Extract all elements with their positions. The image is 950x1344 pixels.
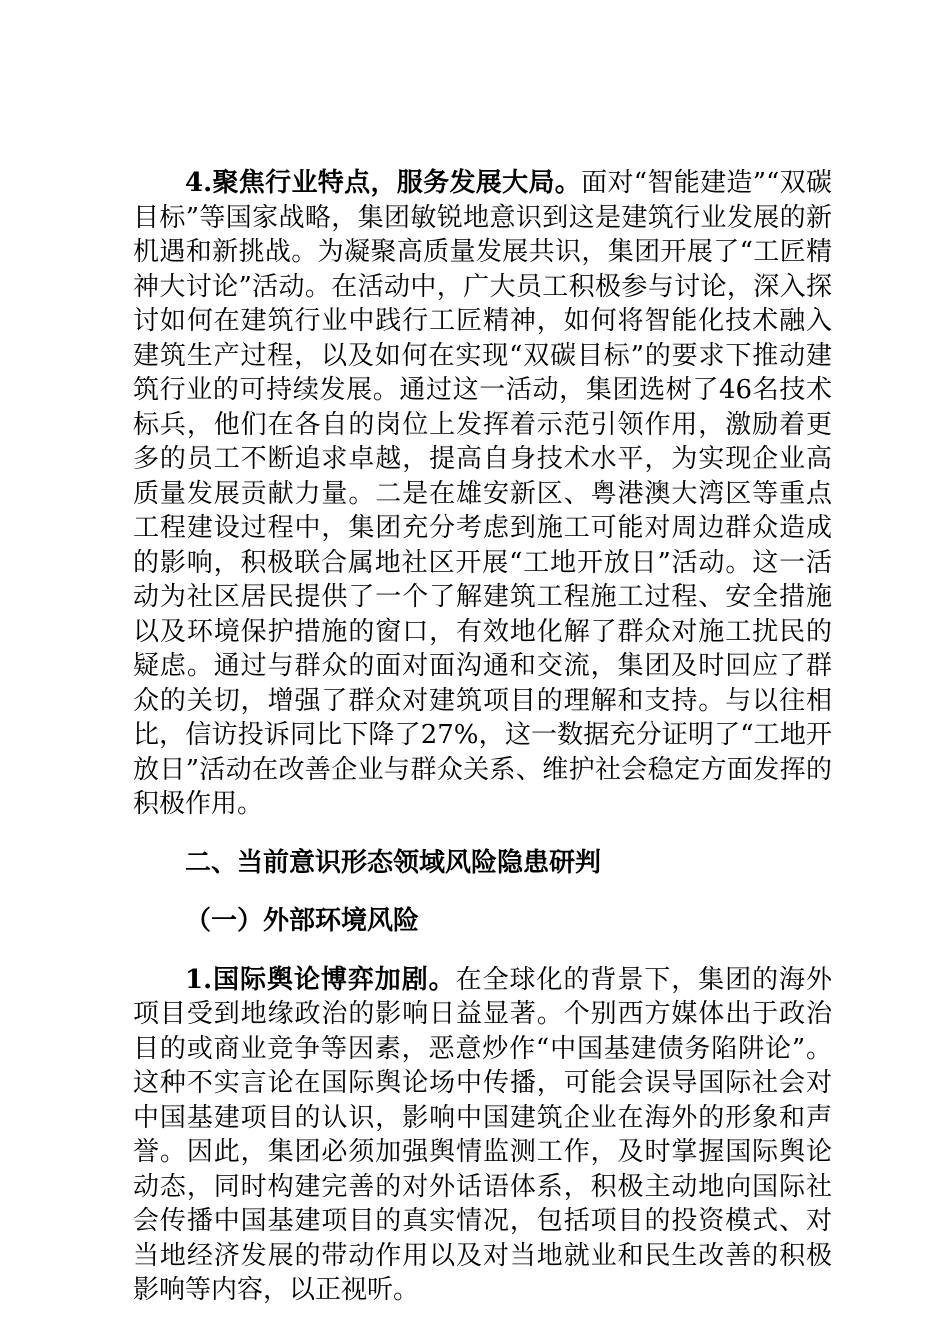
paragraph-text: 在全球化的背景下，集团的海外项目受到地缘政治的影响日益显著。个别西方媒体出于政治目的或商业竞争等因素，恶意炒作“中国基建债务陷阱论”。这种不实言论在国际舆论场中传播，可能会误导国际社会对中国基建项目的认识，影响中国建筑企业在海外的形象和声誉。因此，集团必须加强舆情监测工作，及时掌握国际舆论动态，同时构建完善的对外话语体系，积极主动地向国际社会传播中国基建项目的真实情况，包括项目的投资模式、对当地经济发展的带动作用以及对当地就业和民生改善的积极影响等内容，以正视听。 [133, 964, 832, 1305]
paragraph-lead: 4.聚焦行业特点，服务发展大局。 [185, 168, 582, 198]
paragraph-industry-focus [133, 166, 832, 822]
subsection-heading: （一）外部环境风险 [185, 906, 420, 936]
paragraph-international-opinion [133, 963, 832, 1308]
paragraph-lead: 1.国际舆论博弈加剧。 [185, 964, 456, 995]
section-heading: 二、当前意识形态领域风险隐患研判 [185, 847, 602, 878]
document-body [133, 166, 832, 1308]
paragraph-text: 面对“智能建造”“双碳目标”等国家战略，集团敏锐地意识到这是建筑行业发展的新机遇和新挑战。为凝聚高质量发展共识，集团开展了“工匠精神大讨论”活动。在活动中，广大员工积极参与讨论，深入探讨如何在建筑行业中践行工匠精神，如何将智能化技术融入建筑生产过程，以及如何在实现“双碳目标”的要求下推动建筑行业的可持续发展。通过这一活动，集团选树了46名技术标兵，他们在各自的岗位上发挥着示范引领作用，激励着更多的员工不断追求卓越，提高自身技术水平，为实现企业高质量发展贡献力量。二是在雄安新区、粤港澳大湾区等重点工程建设过程中，集团充分考虑到施工可能对周边群众造成的影响，积极联合属地社区开展“工地开放日”活动。这一活动为社区居民提供了一个了解建筑工程施工过程、安全措施以及环境保护措施的窗口，有效地化解了群众对施工扰民的疑虑。通过与群众的面对面沟通和交流，集团及时回应了群众的关切，增强了群众对建筑项目的理解和支持。与以往相比，信访投诉同比下降了27%，这一数据充分证明了“工地开放日”活动在改善企业与群众关系、维护社会稳定方面发挥的积极作用。 [133, 168, 832, 819]
